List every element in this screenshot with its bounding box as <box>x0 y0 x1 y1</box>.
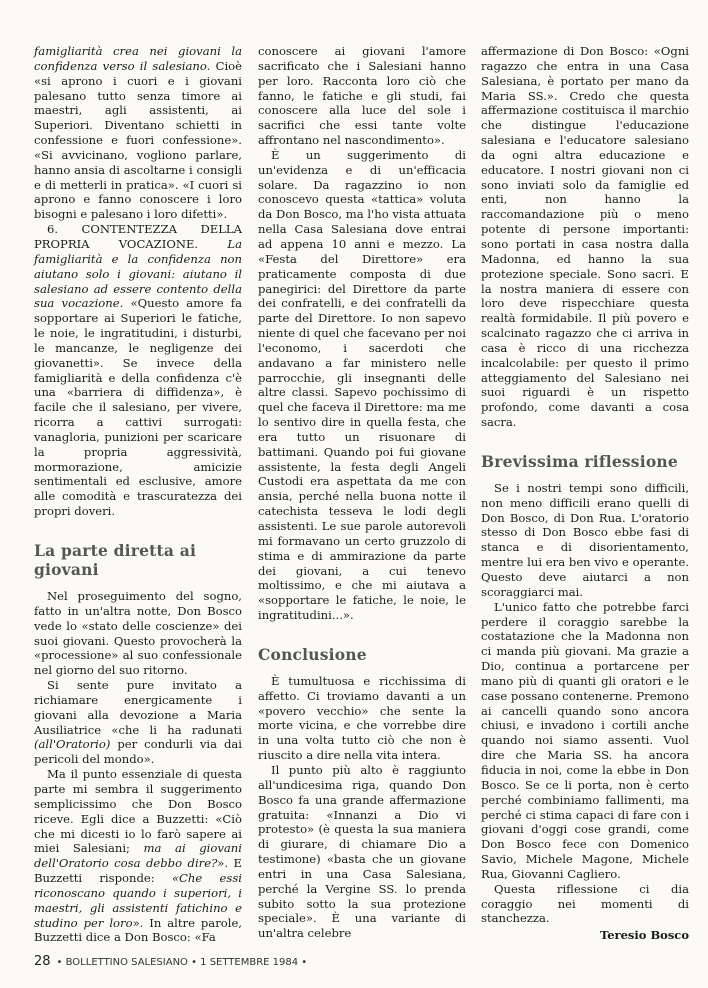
footer-publication: • BOLLETTINO SALESIANO • 1 SETTEMBRE 1984 • <box>56 957 308 968</box>
section-heading: Brevissima riflessione <box>481 451 678 471</box>
paragraph: Nel proseguimento del sogno, fatto in un'altra notte, Don Bosco vede lo «stato delle coscienze» dei suoi giovani. Questo provocherà la «processione» al suo confessionale nel giorno del suo ritorno. <box>34 589 242 678</box>
section-heading: Conclusione <box>258 644 367 664</box>
paragraph-text: Ma il punto essenziale di questa parte mi sembra il suggerimento semplicissimo che Don Bosco riceve. Egli dice a Buzzetti: «Ciò che mi dicesti io lo farò sapere ai miei Salesiani; <box>34 767 242 856</box>
article-column-left <box>34 44 242 945</box>
italic-text: famigliarità crea nei giovani la confidenza verso il salesiano. <box>34 44 242 73</box>
paragraph <box>34 222 242 519</box>
paragraph: Questa riflessione ci dia coraggio nei momenti di stanchezza. <box>481 881 689 926</box>
paragraph-text: per condurli via dai pericoli del mondo». <box>34 737 242 767</box>
author-signature: Teresio Bosco <box>600 928 689 943</box>
paragraph-text: Si sente pure invitato a richiamare energicamente i giovani alla devozione a Maria Ausiliatrice «che li ha radunati <box>34 678 242 737</box>
paragraph-text: Cioè «si aprono i cuori e i giovani palesano tutto senza timore ai maestri, agli assistenti, ai Superiori. Diventano schietti in confessione e fuori confessione». «Si avvicinano, vogliono parlare, hanno ansia di ascoltarne i consigli e di metterli in pratica». «I cuori si aprono e fanno conoscere i loro bisogni e palesano i loro difetti». <box>34 58 243 222</box>
paragraph-text: ». In altre parole, Buzzetti dice a Don Bosco: «Fa <box>34 915 242 945</box>
paragraph-text: «Questo amore fa sopportare ai Superiori le fatiche, le noie, le ingratitudini, i disturbi, le mancanze, le negligenze dei giovanetti». Se invece della famigliarità e della confidenza c'è una «barriera di diffidenza», è facile che il salesiano, per vivere, ricorra a cattivi surrogati: vanagloria, punizioni per scaricare la propria aggressività, mormorazione, amicizie sentimentali ed esclusive, amore alle comodità e trascuratezza dei propri doveri. <box>34 296 242 519</box>
paragraph: È tumultuosa e ricchissima di affetto. Ci troviamo davanti a un «povero vecchio» che sente la morte vicina, e che vorrebbe dire in una volta tutto ciò che non è riuscito a dire nella vita intera. <box>258 673 466 763</box>
page-number: 28 <box>34 954 51 969</box>
paragraph: conoscere ai giovani l'amore sacrificato che i Salesiani hanno per loro. Racconta loro ciò che fanno, le fatiche e gli studi, fai conoscere alla luce del sole i sacrifici che essi tante volte affrontano nel nascondimento». <box>258 44 466 148</box>
paragraph: È un suggerimento di un'evidenza e di un'efficacia solare. Da ragazzino io non conoscevo questa «tattica» voluta da Don Bosco, ma l'ho vista attuata nella Casa Salesiana dove entrai ad appena 10 anni e mezzo. La «Festa del Direttore» era praticamente composta di due panegirici: del Direttore da parte dei confratelli, e dei confratelli da parte del Direttore. Io non sapevo niente di quel che facevano per noi l'economo, i sacerdoti che andavano a far ministero nelle parrocchie, gli insegnanti delle altre classi. Sapevo pochissimo di quel che faceva il Direttore: ma me lo sentivo dire in quella festa, che era tutto un risuonare di battimani. Quando poi fui giovane assistente, la festa degli Angeli Custodi era aspettata da me con ansia, perché nella buona notte il catechista tesseva le lodi degli assistenti. Le sue parole autorevoli mi formavano un certo gruzzolo di stima e di ammirazione da parte dei giovani, a cui tenevo moltissimo, e che mi aiutava a «sopportare le fatiche, le noie, le ingratitudini...». <box>258 147 467 623</box>
article-column-right <box>481 44 689 943</box>
paragraph <box>34 767 242 945</box>
paragraph: Se i nostri tempi sono difficili, non meno difficili erano quelli di Don Bosco, di Don Rua. L'oratorio stesso di Don Bosco ebbe fasi di stanca e di disorientamento, mentre lui era ben vivo e operante. Questo deve aiutarci a non scoraggiarci mai. <box>481 480 689 599</box>
italic-text: La famigliarità e la confidenza non aiutano solo i giovani: aiutano il salesiano ad essere contento della sua vocazione. <box>34 236 242 311</box>
paragraph: L'unico fatto che potrebbe farci perdere il coraggio sarebbe la costatazione che la Madonna non ci manda più giovani. Ma grazie a Dio, continua a portarcene per mano più di quanti gli oratori e le case possano contenerne. Premono ai cancelli quando sono ancora chiusi, e invadono i cortili anche quando noi siamo assenti. Vuol dire che Maria SS. ha ancora fiducia in noi, come la ebbe in Don Bosco. Se ce li porta, non è certo perché combiniamo fallimenti, ma perché ci stima capaci di fare con i giovani d'oggi cose grandi, come Don Bosco fece con Domenico Savio, Michele Magone, Michele Rua, Giovanni Cagliero. <box>481 599 689 881</box>
article-column-middle <box>258 44 466 941</box>
paragraph <box>34 44 242 222</box>
section-heading: La parte diretta ai giovani <box>34 541 197 579</box>
italic-text: «Che essi riconoscano quando i superiori, i maestri, gli assistenti fatichino e studino per loro <box>34 871 242 930</box>
paragraph: affermazione di Don Bosco: «Ogni ragazzo che entra in una Casa Salesiana, è portato per mano da Maria SS.». Credo che questa affermazione costituisca il marchio che distingue l'educazione salesiana e l'educatore salesiano da ogni altra educazione e educatore. I nostri giovani non ci sono inviati solo da famiglie ed enti, non hanno la raccomandazione più o meno potente di persone importanti: sono portati in casa nostra dalla Madonna, ed hanno la sua protezione speciale. Sono sacri. E la nostra maniera di essere con loro deve rispecchiare questa realtà formidabile. Il più povero e scalcinato ragazzo che ci arriva in casa è ricco di una ricchezza incalcolabile: per questo il primo atteggiamento del Salesiano nei suoi riguardi è un rispetto profondo, come davanti a cosa sacra. <box>481 44 689 430</box>
section-lead: 6. CONTENTEZZA DELLA PROPRIA VOCAZIONE. <box>34 222 242 251</box>
page-footer <box>34 954 307 969</box>
italic-text: ma ai giovani dell'Oratorio cosa debbo dire? <box>34 841 242 871</box>
paragraph: Il punto più alto è raggiunto all'undicesima riga, quando Don Bosco fa una grande affermazione gratuita: «Innanzi a Dio vi protesto» (è questa la sua maniera di giurare, di chiamare Dio a testimone) «basta che un giovane entri in una Casa Salesiana, perché la Vergine SS. lo prenda subito sotto la sua protezione speciale». È una variante di un'altra celebre <box>258 762 466 941</box>
italic-text: (all'Oratorio) <box>34 737 111 752</box>
paragraph <box>34 678 242 767</box>
paragraph-text: ». E Buzzetti risponde: <box>34 856 242 886</box>
